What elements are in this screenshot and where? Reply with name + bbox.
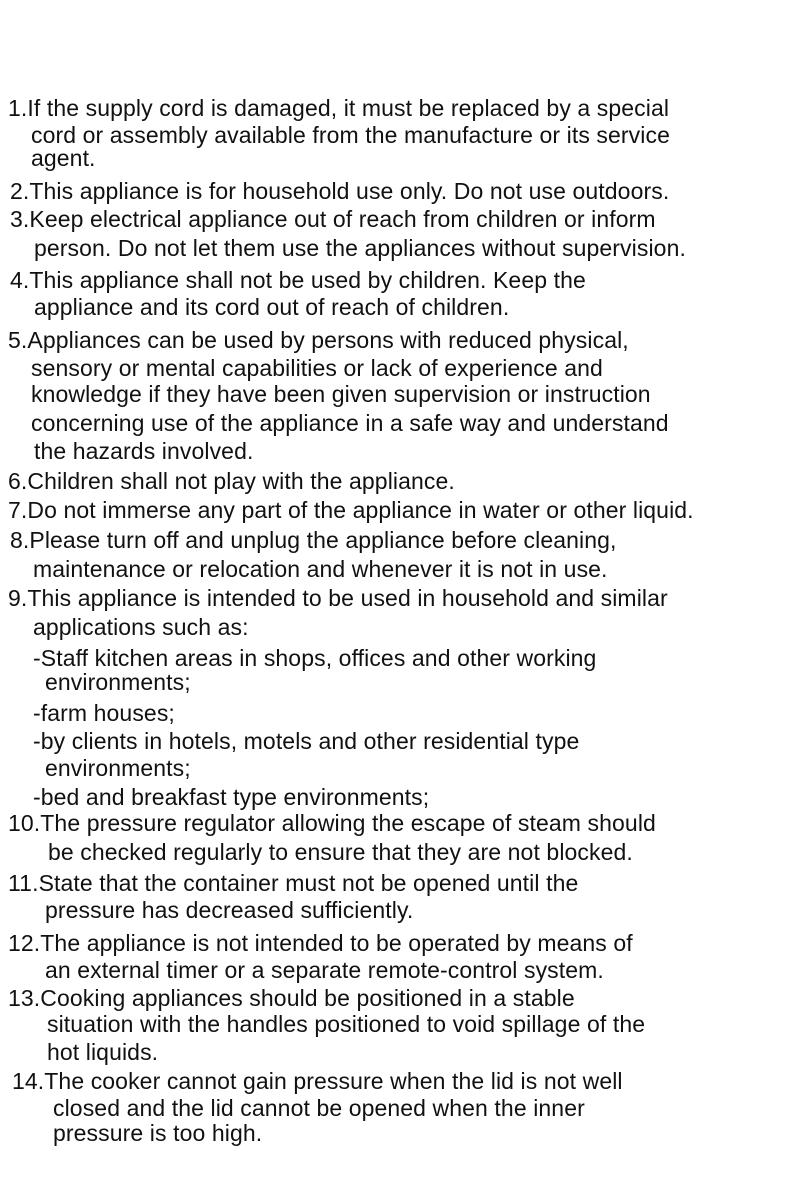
item-9-sub-1-line-2: environments; [45,669,191,695]
item-5-line-3: knowledge if they have been given supervision or instruction [31,381,651,407]
item-12-line-1: 12.The appliance is not intended to be operated by means of [8,930,633,956]
item-9-sub-3-line-1: -by clients in hotels, motels and other residential type [33,728,580,754]
item-10-line-1: 10.The pressure regulator allowing the escape of steam should [8,810,656,836]
item-6-line-1: 6.Children shall not play with the appliance. [8,468,455,494]
item-7-line-1: 7.Do not immerse any part of the appliance in water or other liquid. [8,497,694,523]
item-4-line-2: appliance and its cord out of reach of children. [34,294,510,320]
item-1-line-1: 1.If the supply cord is damaged, it must be replaced by a special [8,95,670,121]
item-9-sub-1-line-1: -Staff kitchen areas in shops, offices and other working [33,645,597,671]
item-14-line-2: closed and the lid cannot be opened when the inner [53,1095,585,1121]
item-2-line-1: 2.This appliance is for household use only. Do not use outdoors. [10,178,670,204]
item-9-sub-3-line-2: environments; [45,755,191,781]
item-1-line-3: agent. [31,145,96,171]
item-12-line-2: an external timer or a separate remote-control system. [45,957,604,983]
item-10-line-2: be checked regularly to ensure that they are not blocked. [48,839,633,865]
item-8-line-2: maintenance or relocation and whenever it is not in use. [33,556,608,582]
item-13-line-2: situation with the handles positioned to void spillage of the [47,1011,646,1037]
item-5-line-5: the hazards involved. [34,438,254,464]
item-3-line-2: person. Do not let them use the appliances without supervision. [34,235,686,261]
item-11-line-2: pressure has decreased sufficiently. [45,897,414,923]
item-5-line-4: concerning use of the appliance in a safe way and understand [31,410,669,436]
item-5-line-1: 5.Appliances can be used by persons with reduced physical, [8,327,629,353]
item-9-sub-4: -bed and breakfast type environments; [33,784,430,810]
item-5-line-2: sensory or mental capabilities or lack of experience and [31,355,603,381]
item-4-line-1: 4.This appliance shall not be used by children. Keep the [10,267,586,293]
item-3-line-1: 3.Keep electrical appliance out of reach from children or inform [10,206,656,232]
item-9-line-2: applications such as: [33,614,249,640]
item-1-line-2: cord or assembly available from the manufacture or its service [31,122,670,148]
item-14-line-3: pressure is too high. [53,1120,263,1146]
item-13-line-3: hot liquids. [47,1039,159,1065]
item-11-line-1: 11.State that the container must not be opened until the [8,870,579,896]
item-9-line-1: 9.This appliance is intended to be used in household and similar [8,585,668,611]
item-14-line-1: 14.The cooker cannot gain pressure when the lid is not well [12,1068,623,1094]
item-8-line-1: 8.Please turn off and unplug the appliance before cleaning, [10,527,617,553]
item-13-line-1: 13.Cooking appliances should be positioned in a stable [8,985,575,1011]
item-9-sub-2: -farm houses; [33,700,175,726]
